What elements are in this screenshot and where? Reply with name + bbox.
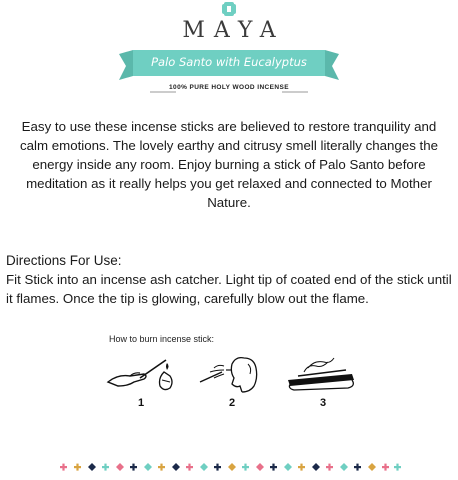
illustration-caption: How to burn incense stick:	[109, 334, 215, 344]
brand-name: MAYA	[182, 18, 285, 43]
step-3-number: 3	[320, 397, 327, 409]
brand-logo	[0, 0, 458, 100]
product-name: Palo Santo with Eucalyptus	[151, 55, 307, 69]
pattern-motifs	[60, 463, 401, 471]
step-1-number: 1	[138, 397, 145, 409]
blowing-flame-icon	[196, 352, 276, 397]
tagline: 100% PURE HOLY WOOD INCENSE	[169, 84, 289, 91]
directions-text: Fit Stick into an incense ash catcher. Light tip of coated end of the stick until it flames. Once the tip is glowing, carefully blow out the flame.	[6, 272, 452, 306]
decorative-pattern	[56, 462, 402, 474]
step-2-number: 2	[229, 397, 236, 409]
intro-paragraph: Easy to use these incense sticks are believed to restore tranquility and calm emotions. The lovely earthy and citrusy smell literally changes the energy inside any room. Enjoy burning a stick of Palo Santo before meditation as it really helps you get relaxed and connected to Mother Nature.	[19, 119, 439, 210]
lighting-stick-icon	[104, 352, 184, 397]
directions-heading: Directions For Use:	[6, 253, 122, 268]
ash-catcher-icon	[284, 356, 364, 396]
